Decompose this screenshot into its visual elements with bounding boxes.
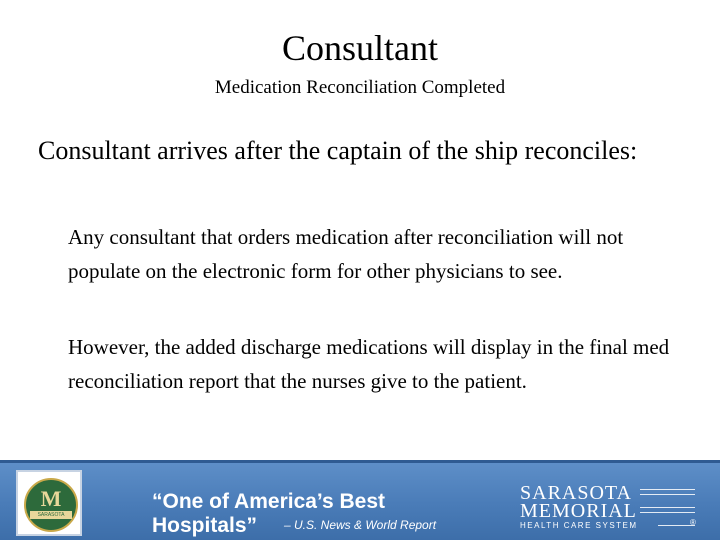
slide-title: Consultant <box>281 28 438 68</box>
logo-band: SARASOTA <box>30 511 72 519</box>
brand-name-line1: SARASOTA <box>520 482 632 504</box>
brand-rule-4 <box>640 512 695 513</box>
body-paragraph-1: Any consultant that orders medication after reconciliation will not populate on the electronic form for other physicians to see. <box>68 225 624 283</box>
registered-mark: ® <box>690 518 696 527</box>
brand-name-line2: MEMORIAL <box>520 500 637 522</box>
footer-divider <box>0 460 720 463</box>
brand-rule-2 <box>640 494 695 495</box>
brand-rule-1 <box>640 489 695 490</box>
main-bullet: Consultant arrives after the captain of the ship reconciles: <box>38 136 638 165</box>
slide-subtitle: Medication Reconciliation Completed <box>214 77 506 98</box>
body-paragraph-2: However, the added discharge medications will display in the final med reconciliation report that the nurses give to the patient. <box>68 335 670 393</box>
hospital-logo <box>16 470 82 536</box>
logo-letter: M <box>40 486 62 511</box>
footer-quote: “One of America’s Best Hospitals” <box>152 490 386 537</box>
brand-tagline: HEALTH CARE SYSTEM <box>520 521 638 530</box>
seal-icon <box>24 478 78 532</box>
brand-rule-3 <box>640 507 695 508</box>
footer-attribution: – U.S. News & World Report <box>284 518 437 532</box>
